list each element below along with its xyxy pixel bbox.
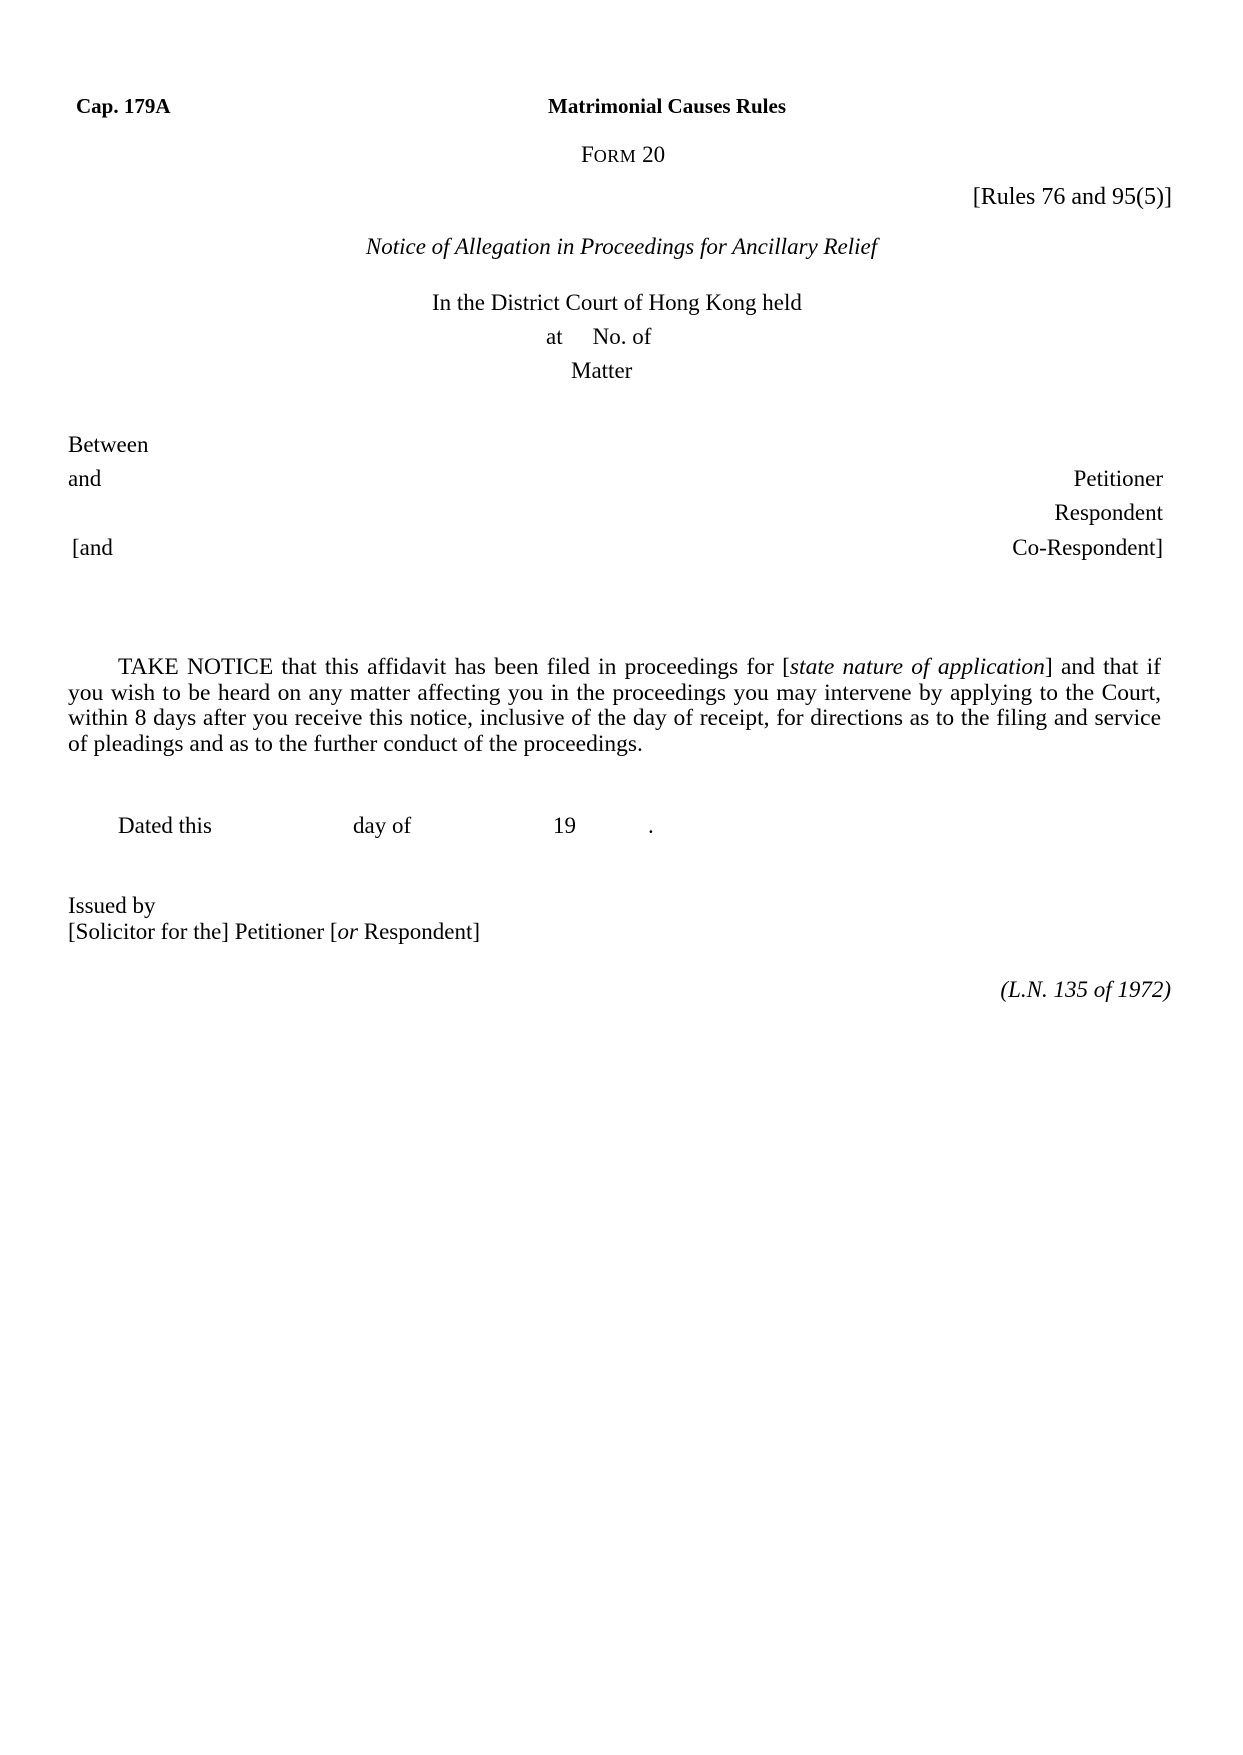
- issued-party-italic: or: [337, 919, 358, 944]
- and-bracket-label: [and: [72, 535, 113, 560]
- petitioner-label: Petitioner: [1073, 466, 1163, 491]
- notice-text-part1: TAKE NOTICE that this affidavit has been filed in proceedings for [: [118, 654, 790, 680]
- issued-party-part1: [Solicitor for the] Petitioner [: [68, 919, 338, 944]
- dated-end-dot: .: [648, 813, 654, 838]
- co-respondent-label: Co-Respondent]: [1012, 535, 1163, 560]
- court-at-label: at: [546, 324, 563, 349]
- running-head-title: Matrimonial Causes Rules: [548, 94, 786, 118]
- chapter-number: Cap. 179A: [76, 94, 171, 118]
- form-label-number: 20: [642, 142, 666, 167]
- dated-this-label: Dated this: [118, 813, 212, 838]
- dated-year-label: 19: [553, 813, 576, 838]
- rules-reference: [Rules 76 and 95(5)]: [972, 184, 1172, 210]
- issued-by-label: Issued by: [68, 893, 156, 918]
- form-label-prefix: F: [581, 142, 594, 167]
- and-label: and: [68, 466, 102, 491]
- notice-text-part2: ] and that if you wish to be heard on any matter affecting you in the proceedings you may intervene by applying to the Court, within 8 days after you receive this notice, inclusive of the day of receipt, for directions as to the filing and service of pleadings and as to the further conduct of the proceedings.: [68, 654, 1161, 757]
- notice-paragraph: [68, 655, 1161, 757]
- dated-day-of-label: day of: [353, 813, 412, 838]
- form-title: Notice of Allegation in Proceedings for Ancillary Relief: [365, 234, 878, 259]
- form-number: [581, 142, 665, 168]
- between-label: Between: [68, 432, 149, 457]
- respondent-label: Respondent: [1054, 500, 1163, 525]
- notice-text-italic: state nature of application: [789, 654, 1045, 680]
- issued-party-part2: Respondent]: [358, 919, 481, 944]
- issued-party-line: [68, 919, 480, 945]
- legal-notice-citation: (L.N. 135 of 1972): [1000, 977, 1171, 1002]
- court-no-of-label: No. of: [592, 324, 652, 349]
- court-heading: In the District Court of Hong Kong held: [432, 290, 802, 315]
- form-label-small-caps: ORM: [593, 146, 637, 166]
- court-matter-label: Matter: [571, 358, 633, 383]
- court-at-line: [546, 324, 651, 350]
